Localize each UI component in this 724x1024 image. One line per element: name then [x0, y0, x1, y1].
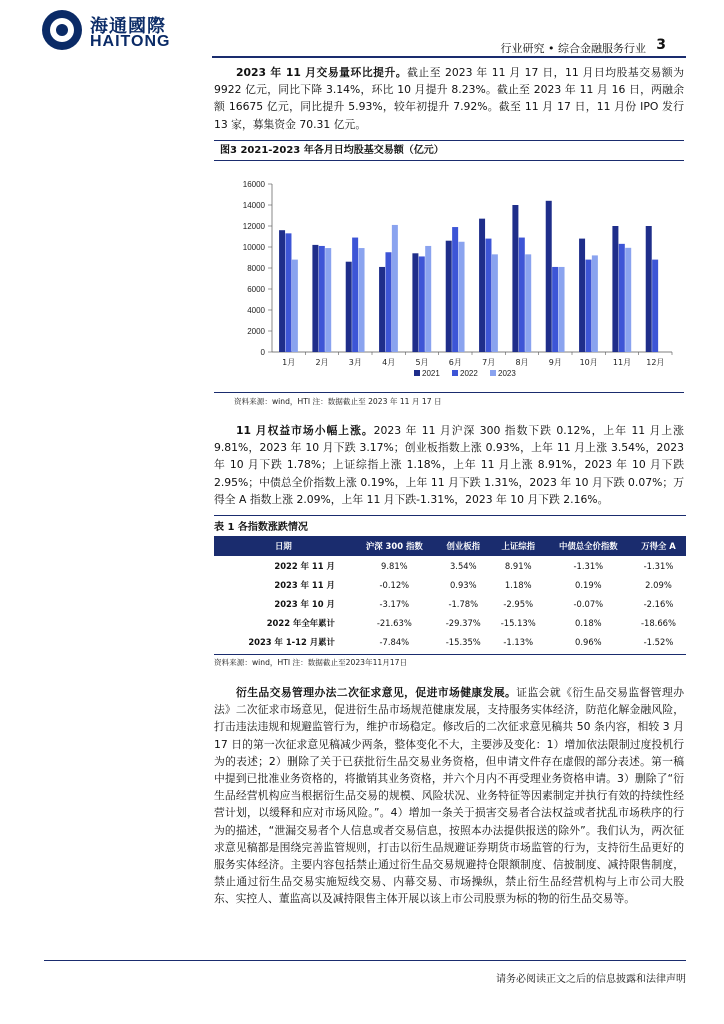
bar-2021-8 [512, 205, 518, 352]
paragraph-derivatives [214, 684, 684, 908]
table-cell: -1.31% [643, 560, 674, 571]
bar-2022-7 [485, 239, 491, 352]
table-row [214, 632, 686, 651]
index-change-table [214, 536, 686, 651]
table-cell: 0.18% [575, 617, 602, 628]
table-cell: -7.84% [379, 636, 410, 647]
y-tick-label: 16000 [242, 180, 265, 189]
logo-text-cn: 海通國際 [90, 16, 166, 37]
section-title: 行业研究 • 综合金融服务行业 [500, 42, 646, 55]
bar-2023-2 [325, 248, 331, 352]
bar-2022-5 [419, 256, 425, 352]
bar-2022-12 [652, 260, 658, 352]
bar-2023-5 [425, 246, 431, 352]
legend-label-2021: 2021 [422, 369, 440, 378]
bar-2021-4 [379, 267, 385, 352]
bar-2023-6 [459, 242, 465, 352]
bar-2021-10 [579, 239, 585, 352]
column-header-date: 日期 [214, 536, 353, 556]
y-tick-label: 10000 [242, 243, 265, 252]
bar-2023-1 [292, 260, 298, 352]
table-row [214, 556, 686, 575]
bar-2021-6 [446, 241, 452, 352]
table-cell: 8.91% [504, 560, 532, 571]
column-header-wind-a: 万得全 A [631, 536, 686, 556]
y-tick-label: 8000 [247, 264, 265, 273]
table-top-rule [214, 515, 686, 516]
x-tick-label: 2月 [315, 358, 329, 367]
table-cell: 2.09% [645, 579, 672, 590]
table-cell: -18.66% [641, 617, 676, 628]
table-cell: -3.17% [379, 598, 410, 609]
table-title: 表 1 各指数涨跌情况 [214, 522, 308, 533]
table-header-row [214, 536, 686, 556]
figure-top-rule [214, 140, 684, 141]
y-tick-label: 0 [260, 348, 265, 357]
x-tick-label: 6月 [448, 358, 462, 367]
table-cell: -1.13% [503, 636, 534, 647]
figure-title-rule [214, 160, 684, 161]
paragraph-body: 证监会就《衍生品交易监督管理办法》二次征求市场意见，促进衍生品市场规范健康发展，支持服务实体经济，防范化解金融风险，打击违法违规和规避监管行为，维护市场稳定。修改后的二次征求意见稿共 50 条内容，相较 3 月 17 日的第一次征求意见稿减少两条，整体变化不大，主要涉及变化：1）增加依法限制过度投机行为的表述；2）删除了关于已获批衍生品交易业务资格，但申请文件存在虚假的部分表述。第一稿中提到已批准业务资格的，将撤销其业务资格，并六个月内不再受理业务资格申请。3）删除了“衍生品经营机构应当根据衍生品交易的规模、风险状况、业务特征等因素制定并执行有效的持续性经营计划，以缓释和应对市场风险。”。4）增加一条关于损害交易者合法权益或者扰乱市场秩序的行为的描述，“泄漏交易者个人信息或者交易信息，按照本办法提供报送的除外”。我们认为，两次征求意见稿都是围绕完善监管规则，打击以衍生品规避证券期货市场监管的行为，支持衍生品更好的服务实体经济。主要内容包括禁止通过衍生品交易规避持仓限额制度、信披制度、减持限售制度，禁止通过衍生品交易实施短线交易、内幕交易、市场操纵，禁止衍生品经营机构与上市公司大股东、实控人、董监高以及减持限售主体开展以该上市公司股票为标的物的衍生品交易等。 [214, 686, 685, 906]
bar-2021-2 [312, 245, 318, 352]
bar-2023-8 [525, 254, 531, 352]
page-number: 3 [656, 37, 666, 53]
bar-2022-6 [452, 227, 458, 352]
table-cell: -1.78% [448, 598, 479, 609]
figure-title: 图3 2021-2023 年各月日均股基交易额（亿元） [220, 145, 444, 156]
bar-2022-11 [619, 244, 625, 352]
table-cell: -15.13% [500, 617, 536, 628]
legend-label-2023: 2023 [498, 369, 516, 378]
row-label: 2023 年 11 月 [274, 579, 335, 590]
bar-2021-11 [612, 226, 618, 352]
table-row [214, 613, 686, 632]
header-divider [212, 56, 686, 58]
legend-label-2022: 2022 [460, 369, 478, 378]
table-cell: -15.35% [445, 636, 481, 647]
table-cell: -0.07% [573, 598, 604, 609]
logo-icon [42, 10, 82, 50]
row-label: 2022 年全年累计 [266, 617, 335, 628]
table-cell: 0.19% [575, 579, 602, 590]
x-tick-label: 1月 [282, 358, 296, 367]
table-cell: -21.63% [376, 617, 412, 628]
x-tick-label: 7月 [482, 358, 496, 367]
paragraph-lead: 11 月权益市场小幅上涨。 [236, 424, 374, 437]
table-cell: 0.96% [575, 636, 602, 647]
figure-source: 资料来源：wind，HTI 注：数据截止至 2023 年 11 月 17 日 [234, 397, 442, 406]
x-tick-label: 8月 [515, 358, 529, 367]
x-tick-label: 11月 [612, 358, 632, 367]
row-label: 2023 年 1-12 月累计 [248, 636, 335, 647]
bar-2021-9 [546, 201, 552, 352]
bar-2022-8 [519, 238, 525, 352]
bar-2021-7 [479, 219, 485, 352]
bar-2021-5 [412, 253, 418, 352]
table-bottom-rule [214, 654, 686, 655]
legend-swatch-2021 [414, 370, 420, 376]
bar-2021-1 [279, 230, 285, 352]
legend-swatch-2022 [452, 370, 458, 376]
table-row [214, 594, 686, 613]
bar-2023-3 [359, 248, 365, 352]
paragraph-equity-market [214, 422, 684, 508]
bar-2022-3 [352, 238, 358, 352]
bar-2022-1 [285, 233, 291, 352]
figure-bottom-rule [214, 392, 684, 393]
bar-chart [224, 172, 694, 392]
paragraph-lead: 2023 年 11 月交易量环比提升。 [236, 66, 408, 79]
table-cell: -2.16% [643, 598, 674, 609]
bar-2022-2 [319, 246, 325, 352]
table-cell: -29.37% [445, 617, 481, 628]
table-cell: 1.18% [504, 579, 532, 590]
paragraph-trading-volume [214, 64, 684, 133]
table-cell: 3.54% [449, 560, 477, 571]
footer-divider [44, 960, 686, 961]
x-tick-label: 10月 [579, 358, 598, 367]
bar-2021-12 [646, 226, 652, 352]
table-source: 资料来源：wind，HTI 注：数据截止至2023年11月17日 [214, 658, 408, 667]
paragraph-body: 截止至 2023 年 11 月 17 日，11 月日均股基交易额为 9922 亿元，同比下降 3.14%，环比 10 月提升 8.23%。截止至 2023 年 11 月 16 日，两融余额 16675 亿元，同比提升 5.93%，较年初提升 7.92%。截至 11 月 17 日，11 月份 IPO 发行 13 家，募集资金 70.31 亿元。 [214, 66, 685, 131]
bar-2023-7 [492, 254, 498, 352]
table-cell: -2.95% [503, 598, 534, 609]
y-tick-label: 12000 [242, 222, 265, 231]
row-label: 2022 年 11 月 [274, 560, 335, 571]
paragraph-body: 2023 年 11 月沪深 300 指数下跌 0.12%，上年 11 月上涨 9.81%，2023 年 10 月下跌 3.17%；创业板指数上涨 0.93%，上年 11 月上涨 3.54%，2023 年 10 月下跌 1.78%；上证综指上涨 1.18%，上年 11 月上涨 8.91%，2023 年 10 月下跌 2.95%；中债总全价指数上涨 0.19%，上年 11 月下跌 1.31%，2023 年 10 月下跌 0.07%；万得全 A 指数上涨 2.09%，上年 11 月下跌-1.31%，2023 年 10 月下跌 2.16%。 [214, 424, 684, 506]
bar-2023-10 [592, 255, 598, 352]
y-tick-label: 14000 [242, 201, 265, 210]
table-cell: -1.52% [643, 636, 674, 647]
bar-2023-4 [392, 225, 398, 352]
column-header-sse: 上证综指 [491, 536, 546, 556]
table-cell: 0.93% [449, 579, 477, 590]
y-tick-label: 4000 [247, 306, 265, 315]
x-tick-label: 4月 [382, 358, 396, 367]
column-header-bond-index: 中债总全价指数 [546, 536, 631, 556]
table-cell: -0.12% [379, 579, 410, 590]
legend-swatch-2023 [490, 370, 496, 376]
footer-disclaimer: 请务必阅读正文之后的信息披露和法律声明 [496, 974, 686, 985]
table-cell: -1.31% [573, 560, 604, 571]
x-tick-label: 5月 [415, 358, 429, 367]
bar-2023-11 [625, 248, 631, 352]
y-tick-label: 6000 [247, 285, 265, 294]
x-tick-label: 3月 [348, 358, 362, 367]
x-tick-label: 12月 [646, 358, 665, 367]
logo-text-en: HAITONG [90, 33, 171, 50]
table-row [214, 575, 686, 594]
table-cell: 9.81% [381, 560, 408, 571]
bar-2022-9 [552, 267, 558, 352]
column-header-chinext: 创业板指 [436, 536, 491, 556]
bar-2022-10 [585, 260, 591, 352]
y-tick-label: 2000 [247, 327, 265, 336]
bar-2023-9 [559, 267, 565, 352]
bar-2022-4 [385, 252, 391, 352]
column-header-hs300: 沪深 300 指数 [353, 536, 436, 556]
paragraph-lead: 衍生品交易管理办法二次征求意见，促进市场健康发展。 [236, 686, 517, 699]
row-label: 2023 年 10 月 [274, 598, 335, 609]
bar-2021-3 [346, 262, 352, 352]
x-tick-label: 9月 [548, 358, 562, 367]
